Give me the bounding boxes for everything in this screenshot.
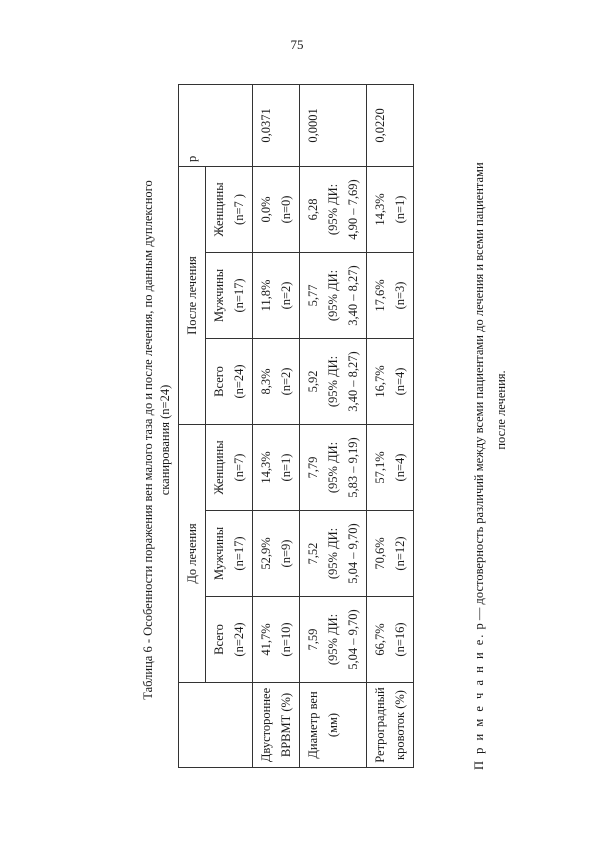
row-label-line: (мм) (326, 712, 340, 738)
cell-n: (n=1) (393, 195, 407, 224)
table-cell (367, 252, 414, 338)
cell-value: 14,3% (373, 193, 387, 226)
cell-n: (n=12) (393, 536, 407, 571)
cell-value: 6,28 (306, 198, 320, 221)
subheader-n: (n=17) (232, 536, 246, 571)
subheader-label: Мужчины (212, 526, 226, 581)
subheader-n: (n=17) (232, 278, 246, 313)
group-after-header: После лечения (179, 166, 206, 424)
cell-value: 0,0% (259, 196, 273, 223)
cell-value: 66,7% (373, 623, 387, 656)
table-cell (253, 597, 300, 683)
cell-n: (n=9) (279, 539, 293, 568)
table-cell (253, 424, 300, 510)
subheader-n: (n=24) (232, 622, 246, 657)
cell-value: 5,92 (306, 370, 320, 393)
table-row (300, 84, 367, 767)
table-cell (300, 597, 367, 683)
subheader-n: (n=7) (232, 453, 246, 482)
group-before-header: До лечения (179, 424, 206, 682)
cell-value: 7,59 (306, 628, 320, 651)
subheader-cell (206, 338, 253, 424)
cell-value: 16,7% (373, 365, 387, 398)
table-cell (367, 424, 414, 510)
header-row-groups (179, 84, 206, 767)
p-value-cell: 0,0371 (253, 84, 300, 166)
cell-ci-range: 5,04 – 9,70) (346, 609, 360, 670)
table-cell (300, 338, 367, 424)
cell-n: (n=10) (279, 622, 293, 657)
table-row (367, 84, 414, 767)
cell-value: 41,7% (259, 623, 273, 656)
cell-value: 14,3% (259, 451, 273, 484)
table-cell (367, 166, 414, 252)
row-label-line: кровоток (%) (393, 690, 407, 760)
cell-ci-range: 5,04 – 9,70) (346, 523, 360, 584)
cell-value: 70,6% (373, 537, 387, 570)
cell-ci-range: 4,90 – 7,69) (346, 179, 360, 240)
row-label-line: Двустороннее (259, 687, 273, 763)
subheader-label: Всего (212, 624, 226, 655)
cell-n: (n=3) (393, 281, 407, 310)
subheader-cell (206, 166, 253, 252)
cell-n: (n=2) (279, 281, 293, 310)
cell-n: (n=16) (393, 622, 407, 657)
table-cell (300, 511, 367, 597)
row-label (367, 683, 414, 768)
table-cell (253, 166, 300, 252)
cell-value: 57,1% (373, 451, 387, 484)
note-text: р — достоверность различий между всеми пациентами до лечения и всеми пациентами (472, 162, 486, 633)
note-prefix: П р и м е ч а н и е. (472, 632, 486, 770)
cell-ci-label: (95% ДИ: (326, 183, 340, 236)
cell-ci-label: (95% ДИ: (326, 613, 340, 666)
table-cell (367, 338, 414, 424)
cell-ci-label: (95% ДИ: (326, 527, 340, 580)
cell-ci-label: (95% ДИ: (326, 441, 340, 494)
cell-ci-range: 3,40 – 8,27) (346, 351, 360, 412)
p-value-cell: 0,0001 (300, 84, 367, 166)
p-header: р (179, 84, 253, 166)
table-row (253, 84, 300, 767)
cell-value: 8,3% (259, 368, 273, 395)
page-number: 75 (290, 37, 304, 52)
subheader-cell (206, 511, 253, 597)
row-label-line: Диаметр вен (306, 691, 320, 759)
table-cell (253, 252, 300, 338)
subheader-cell (206, 252, 253, 338)
cell-value: 17,6% (373, 279, 387, 312)
cell-ci-label: (95% ДИ: (326, 355, 340, 408)
table-note (468, 80, 512, 770)
cell-value: 52,9% (259, 537, 273, 570)
results-table (178, 84, 414, 768)
subheader-label: Мужчины (212, 268, 226, 323)
caption-line-1: Таблица 6 - Особенности поражения вен малого таза до и после лечения, по данным дуплексного (141, 180, 155, 700)
table-cell (367, 511, 414, 597)
cell-n: (n=0) (279, 195, 293, 224)
rotated-table-block (140, 90, 508, 790)
subheader-cell (206, 597, 253, 683)
p-value-cell: 0,0220 (367, 84, 414, 166)
cell-n: (n=4) (393, 367, 407, 396)
row-label (253, 683, 300, 768)
cell-value: 7,79 (306, 456, 320, 479)
cell-n: (n=4) (393, 453, 407, 482)
subheader-label: Женщины (212, 440, 226, 495)
note-line-2: после лечения. (494, 370, 508, 450)
row-label-line: Ретроградный (373, 687, 387, 763)
table-cell (300, 424, 367, 510)
cell-ci-label: (95% ДИ: (326, 269, 340, 322)
table-cell (367, 597, 414, 683)
subheader-n: (n=7 ) (232, 193, 246, 225)
empty-corner-cell (179, 683, 253, 768)
header-row-subgroups (206, 84, 253, 767)
table-cell (253, 511, 300, 597)
table-cell (300, 166, 367, 252)
cell-ci-range: 5,83 – 9,19) (346, 437, 360, 498)
cell-value: 7,52 (306, 542, 320, 565)
cell-n: (n=1) (279, 453, 293, 482)
table-cell (300, 252, 367, 338)
row-label (300, 683, 367, 768)
subheader-n: (n=24) (232, 364, 246, 399)
table-cell (253, 338, 300, 424)
table-caption (140, 90, 174, 790)
subheader-label: Женщины (212, 182, 226, 237)
subheader-cell (206, 424, 253, 510)
caption-line-2: сканирования (n=24) (158, 384, 172, 496)
subheader-label: Всего (212, 366, 226, 397)
cell-value: 11,8% (259, 279, 273, 312)
cell-n: (n=2) (279, 367, 293, 396)
row-label-line: ВРВМТ (%) (279, 692, 293, 758)
cell-ci-range: 3,40 – 8,27) (346, 265, 360, 326)
cell-value: 5,77 (306, 284, 320, 307)
